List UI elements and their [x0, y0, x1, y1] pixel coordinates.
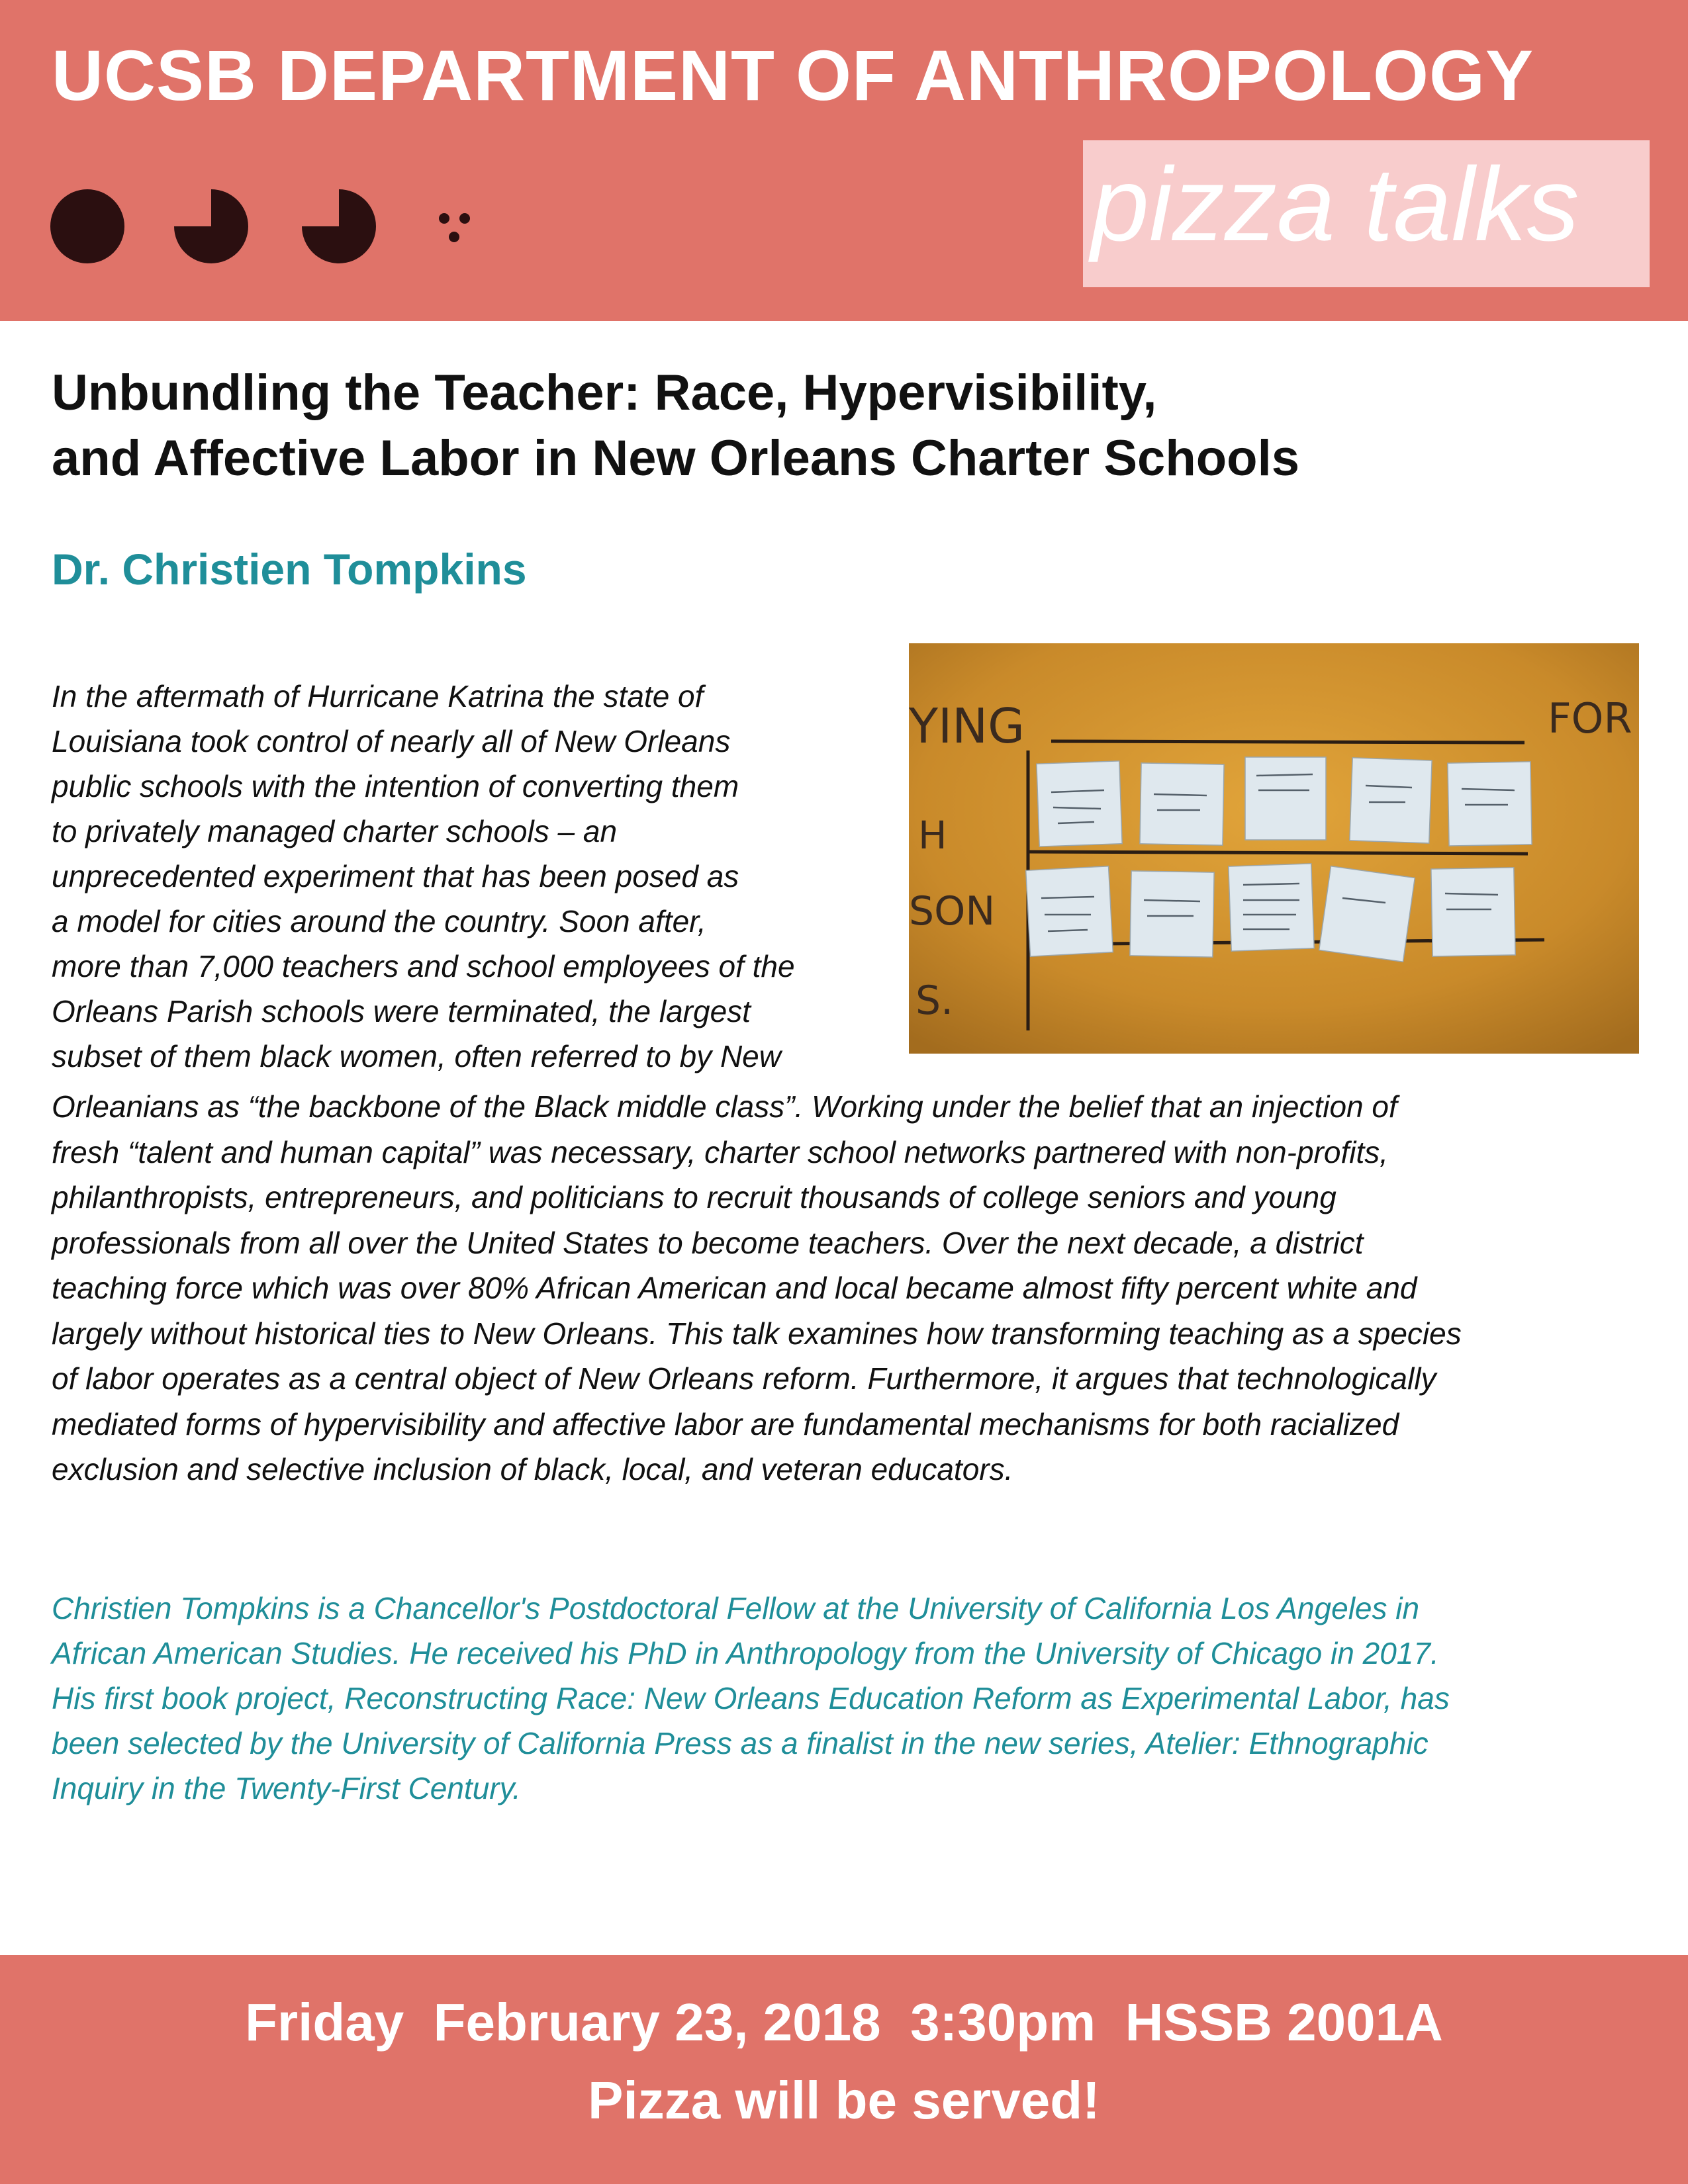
abstract-line: unprecedented experiment that has been posed as [52, 859, 739, 893]
department-title: UCSB DEPARTMENT OF ANTHROPOLOGY [52, 35, 1534, 115]
board-word: H [918, 813, 947, 858]
pizza-logo [49, 185, 486, 271]
sticky-notes-photo [909, 643, 1639, 1054]
abstract-line: exclusion and selective inclusion of black, local, and veteran educators. [52, 1452, 1013, 1486]
full-circle-icon [50, 189, 124, 263]
pie-three-quarter-icon [174, 189, 248, 263]
abstract-line: of labor operates as a central object of New Orleans reform. Furthermore, it argues that technologically [52, 1361, 1436, 1396]
abstract-beside-photo [52, 674, 886, 1079]
abstract-line: largely without historical ties to New Orleans. This talk examines how transforming teaching as a species [52, 1316, 1462, 1351]
talk-title [52, 361, 1654, 492]
abstract-line: philanthropists, entrepreneurs, and politicians to recruit thousands of college seniors and young [52, 1180, 1336, 1214]
abstract-line: more than 7,000 teachers and school employees of the [52, 949, 795, 983]
abstract-line: Orleans Parish schools were terminated, the largest [52, 994, 751, 1028]
abstract-line: Orleanians as “the backbone of the Black middle class”. Working under the belief that an injection of [52, 1089, 1397, 1124]
abstract-line: In the aftermath of Hurricane Katrina the state of [52, 679, 704, 713]
board-word: S. [915, 978, 954, 1024]
speaker-bio [52, 1586, 1654, 1811]
abstract-line: public schools with the intention of converting them [52, 769, 739, 803]
crumbs-dots-icon [439, 213, 470, 242]
abstract-line: teaching force which was over 80% African American and local became almost fifty percent white and [52, 1271, 1417, 1305]
pie-three-quarter-icon [302, 189, 376, 263]
footer-banner [0, 1955, 1688, 2184]
abstract-line: to privately managed charter schools – an [52, 814, 618, 848]
bio-line: Christien Tompkins is a Chancellor's Postdoctoral Fellow at the University of California Los Angeles in [52, 1591, 1420, 1625]
talk-title-line: and Affective Labor in New Orleans Charter Schools [52, 430, 1299, 486]
board-word: FOR [1548, 694, 1632, 743]
series-title: pizza talks [1091, 146, 1579, 263]
bio-line: been selected by the University of California Press as a finalist in the new series, Atelier: Ethnographic [52, 1726, 1429, 1760]
board-word: YING [909, 698, 1025, 754]
board-word: SON [909, 888, 996, 934]
talk-title-line: Unbundling the Teacher: Race, Hypervisibility, [52, 365, 1157, 421]
event-details: Friday February 23, 2018 3:30pm HSSB 2001A [245, 1993, 1443, 2052]
abstract-line: subset of them black women, often referred to by New [52, 1039, 781, 1073]
speaker-name: Dr. Christien Tompkins [52, 545, 527, 594]
bio-line: Inquiry in the Twenty-First Century. [52, 1771, 521, 1805]
abstract-line: a model for cities around the country. Soon after, [52, 904, 706, 938]
bio-line: His first book project, Reconstructing Race: New Orleans Education Reform as Experimental Labor, has [52, 1681, 1450, 1715]
abstract-line: professionals from all over the United States to become teachers. Over the next decade, a district [52, 1225, 1364, 1260]
pizza-note: Pizza will be served! [588, 2071, 1100, 2130]
abstract-full-width [52, 1084, 1654, 1492]
abstract-line: Louisiana took control of nearly all of New Orleans [52, 724, 731, 758]
bio-line: African American Studies. He received his PhD in Anthropology from the University of Chicago in 2017. [52, 1636, 1439, 1670]
abstract-line: fresh “talent and human capital” was necessary, charter school networks partnered with non-profits, [52, 1134, 1389, 1169]
abstract-line: mediated forms of hypervisibility and affective labor are fundamental mechanisms for both racialized [52, 1406, 1399, 1441]
